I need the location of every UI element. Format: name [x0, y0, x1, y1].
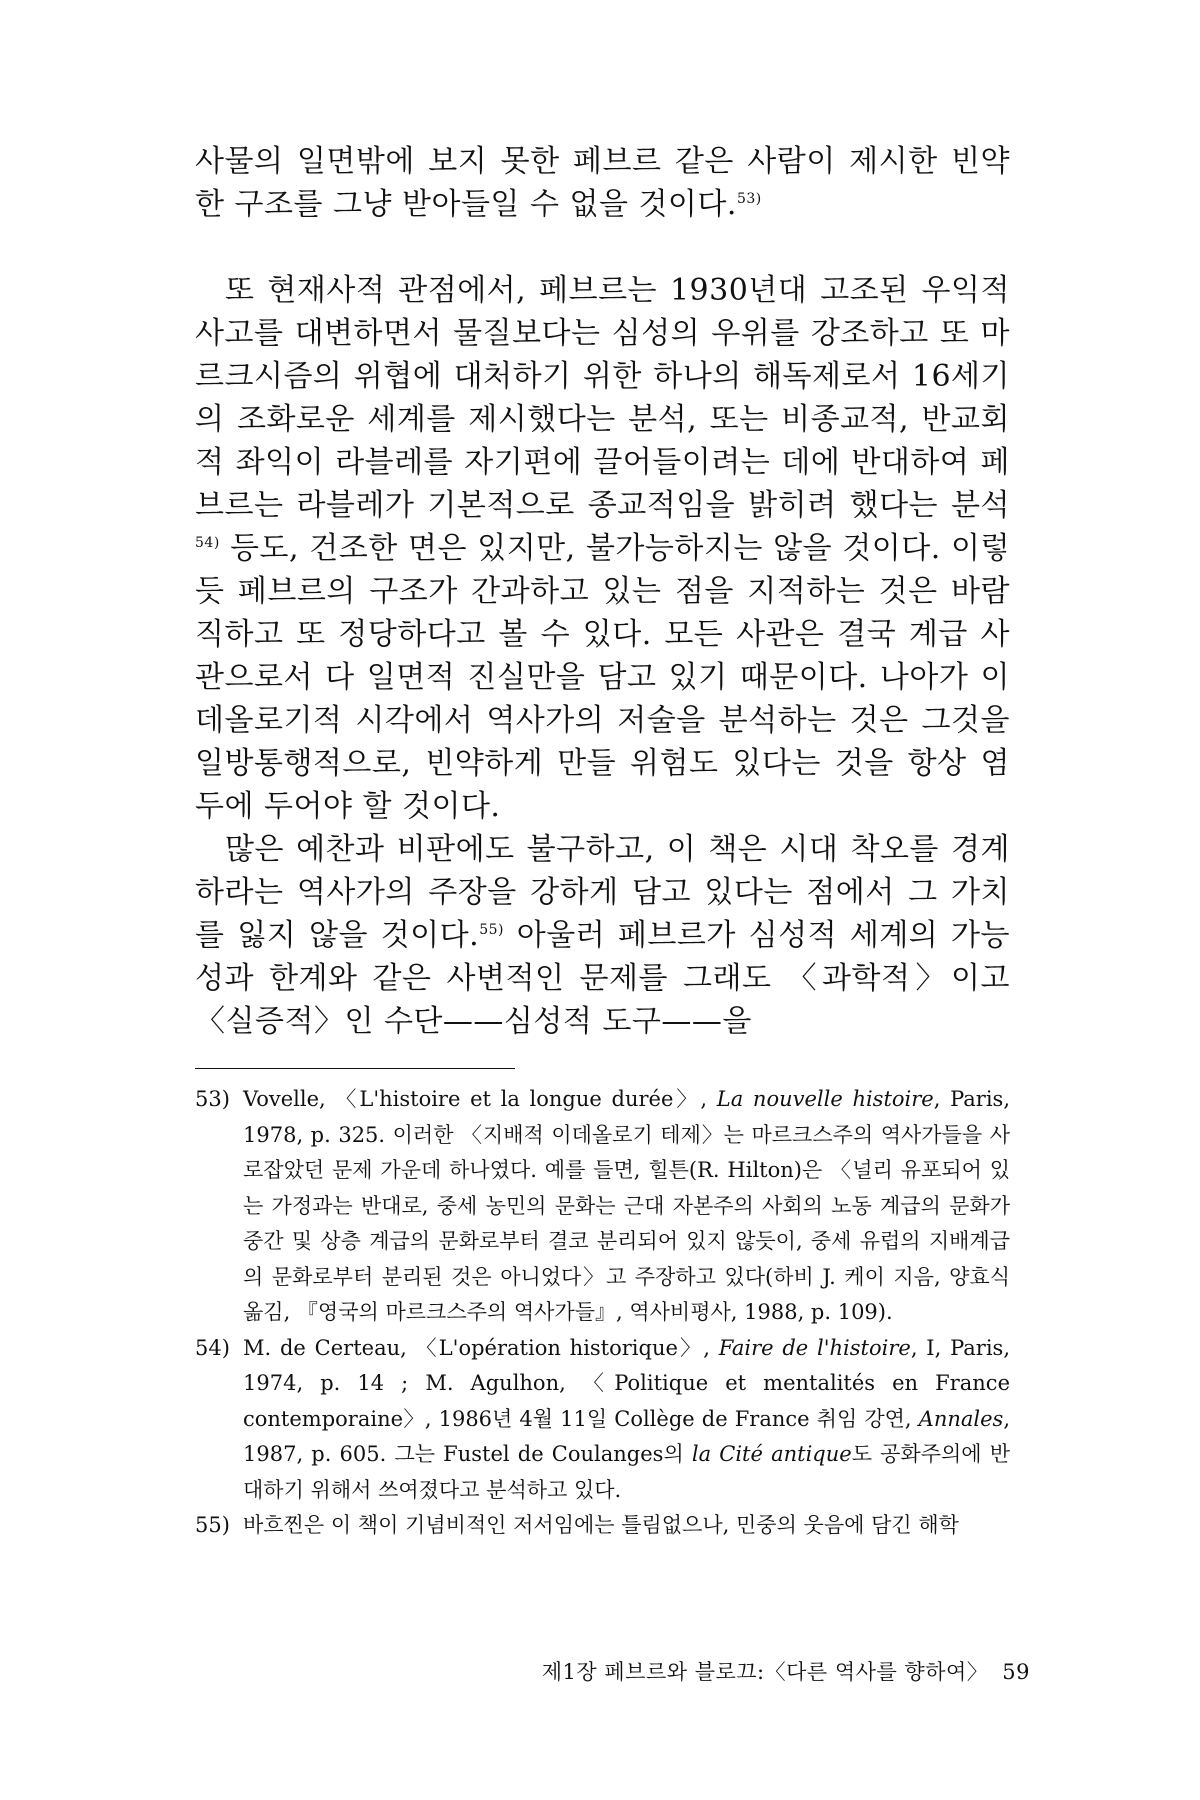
footnote-55: 55) 바흐찐은 이 책이 기념비적인 저서임에는 틀림없으나, 민중의 웃음에 담긴 해학 [195, 1508, 1010, 1544]
book-title: Faire de l'histoire [718, 1335, 911, 1360]
paragraph-continuation: 사물의 일면밖에 보지 못한 페브르 같은 사람이 제시한 빈약한 구조를 그냥 받아들일 수 없을 것이다.$^{53)}$ [195, 144, 1010, 222]
footnote-ref-55[interactable]: 55) [479, 922, 504, 938]
footnote-ref-53[interactable]: 53) [736, 191, 762, 207]
footnote-53: 53) Vovelle, 〈L'histoire et la longue durée〉, La nouvelle histoire, Paris, 1978, p. 325. 이러한 〈지배적 이데올로기 테제〉는 마르크스주의 역사가들을 사로잡았던 문제 가운데 하나였다. 예를 들면, 힐튼(R. Hilton)은 〈널리 유포되어 있는 가정과는 반대로, 중세 농민의 문화는 근대 자본주의 사회의 노동 계급의 문화가 중간 및 상층 계급의 문화로부터 결코 분리되어 있지 않듯이, 중세 유럽의 지배계급의 문화로부터 분리된 것은 아니었다〉고 주장하고 있다(하비 J. 케이 지음, 양효식 옮김, 『영국의 마르크스주의 역사가들』, 역사비평사, 1988, p. 109). [195, 1082, 1010, 1331]
footnotes [195, 1082, 1010, 1544]
footnote-number: 54) [195, 1335, 230, 1360]
book-title: la Cité antique [691, 1442, 852, 1466]
footnote-separator [195, 1068, 515, 1069]
journal-title: Annales [918, 1406, 1004, 1431]
running-head: 제1장 페브르와 블로끄:〈다른 역사를 향하여〉 [541, 1660, 989, 1684]
footnote-number: 53) [195, 1087, 230, 1111]
footnote-ref-54[interactable]: 54) [195, 535, 220, 551]
running-footer [542, 1656, 1030, 1686]
footnote-54: 54) M. de Certeau, 〈L'opération historique〉, Faire de l'histoire, I, Paris, 1974, p. 14 ; M. Agulhon, 〈Politique et mentalités en France contemporaine〉, 1986년 4월 11일 Collège de France 취임 강연, Annales, 1987, p. 605. 그는 Fustel de Coulanges의 la Cité antique도 공화주의에 반대하기 위해서 쓰여졌다고 분석하고 있다. [195, 1331, 1010, 1509]
page-number: 59 [1002, 1660, 1030, 1684]
footnote-number: 55) [195, 1513, 230, 1537]
book-title: La nouvelle histoire [716, 1087, 934, 1111]
body-text [195, 140, 1010, 1043]
paragraph-3: 많은 예찬과 비판에도 불구하고, 이 책은 시대 착오를 경계하라는 역사가의 주장을 강하게 담고 있다는 점에서 그 가치를 잃지 않을 것이다.$^{55)}$ 아울러 페브르가 심성적 세계의 가능성과 한계와 같은 사변적인 문제를 그래도 〈과학적〉이고 〈실증적〉인 수단——심성적 도구——을 [195, 832, 1011, 1039]
paragraph-2: 또 현재사적 관점에서, 페브르는 1930년대 고조된 우익적 사고를 대변하면서 물질보다는 심성의 우위를 강조하고 또 마르크시즘의 위협에 대처하기 위한 하나의 해독제로서 16세기의 조화로운 세계를 제시했다는 분석, 또는 비종교적, 반교회적 좌익이 라블레를 자기편에 끌어들이려는 데에 반대하여 페브르는 라블레가 기본적으로 종교적임을 밝히려 했다는 분석$^{54)}$ 등도, 건조한 면은 있지만, 불가능하지는 않을 것이다. 이렇듯 페브르의 구조가 간과하고 있는 점을 지적하는 것은 바람직하고 또 정당하다고 볼 수 있다. 모든 사관은 결국 계급 사관으로서 다 일면적 진실만을 담고 있기 때문이다. 나아가 이데올로기적 시각에서 역사가의 저술을 분석하는 것은 그것을 일방통행적으로, 빈약하게 만들 위험도 있다는 것을 항상 염두에 두어야 할 것이다. [195, 273, 1010, 824]
